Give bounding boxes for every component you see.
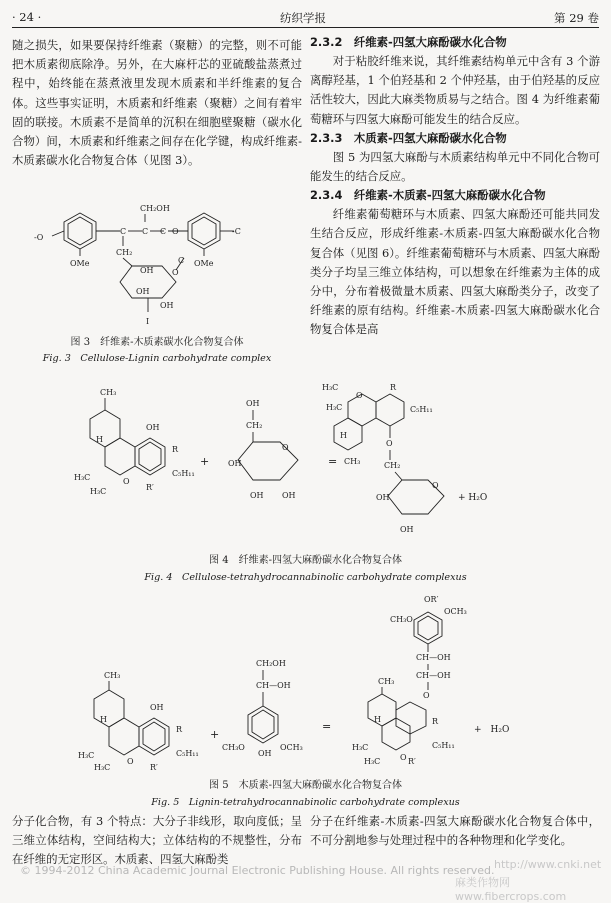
label: CH₃ xyxy=(100,388,117,397)
volume-label: 第 29 卷 xyxy=(554,11,599,25)
label: OH xyxy=(150,703,164,712)
label: CH₂ xyxy=(116,248,133,257)
cnki-link[interactable]: http://www.cnki.net xyxy=(494,858,602,871)
label: C xyxy=(160,227,167,236)
label: R xyxy=(176,725,183,734)
label: OMe xyxy=(70,259,90,268)
label: O xyxy=(172,268,179,277)
aromatic-ring xyxy=(248,706,278,743)
figure-3-structure xyxy=(20,200,305,330)
figure-4-reaction xyxy=(60,380,600,545)
label: CH₂OH xyxy=(140,204,170,213)
label: OCH₃ xyxy=(280,743,303,752)
label: OH xyxy=(146,423,160,432)
label: CH₂ xyxy=(384,461,401,470)
cyclohexene-ring xyxy=(368,694,396,726)
label: C xyxy=(178,256,185,265)
label: O xyxy=(123,477,130,486)
label: -C xyxy=(232,227,241,236)
figure-3-caption-en: Fig. 3 Cellulose-Lignin carbohydrate complex xyxy=(42,353,272,364)
label: R′ xyxy=(146,483,154,492)
figure-5-caption-cn: 图 5 木质素-四氢大麻酚碳水化合物复合体 xyxy=(209,780,402,791)
label: + H₂O xyxy=(458,493,488,503)
watermark: 麻类作物网 www.fibercrops.com xyxy=(455,876,567,903)
cyclohexene-ring xyxy=(334,418,362,450)
label: R xyxy=(172,445,179,454)
figure-5-reaction xyxy=(60,590,600,775)
label: OCH₃ xyxy=(444,607,467,616)
figure-4-caption-en: Fig. 4 Cellulose-tetrahydrocannabinolic carbohydrate complexus xyxy=(144,572,467,583)
label: O xyxy=(282,443,289,452)
aromatic-ring xyxy=(135,438,165,475)
label: OH xyxy=(258,749,272,758)
label: I xyxy=(146,317,150,326)
aromatic-ring-inner xyxy=(68,217,92,245)
left-column-text xyxy=(12,36,302,170)
bottom-right-text xyxy=(310,812,600,850)
label: OH xyxy=(228,459,242,468)
label: H₃C xyxy=(90,487,107,496)
label: CH₃ xyxy=(104,671,121,680)
page-number: · 24 · xyxy=(12,10,42,24)
label: H₃C xyxy=(74,473,91,482)
label: R xyxy=(432,717,439,726)
label: OH xyxy=(246,399,260,408)
label: H₃C xyxy=(364,757,381,766)
label: R xyxy=(390,383,397,392)
plus-sign: + xyxy=(200,455,210,468)
label: CH₃O xyxy=(390,615,413,624)
label: H₃C xyxy=(94,763,111,772)
label: OH xyxy=(136,287,150,296)
label: H₃C xyxy=(326,403,343,412)
paragraph: 对于粘胶纤维来说，其纤维素结构单元中含有 3 个游离醇羟基，1 个伯羟基和 2 个仲羟基，由于伯羟基的反应活性较大，因此大麻类物质易与之结合。图 4 为纤维素葡萄糖环与四氢大麻酚可能发生的结合反应。 xyxy=(310,54,600,126)
label: H xyxy=(374,715,381,724)
figure-4-caption-cn: 图 4 纤维素-四氢大麻酚碳水化合物复合体 xyxy=(209,555,402,566)
label: O xyxy=(172,227,179,236)
paragraph: 分子化合物，有 3 个特点：大分子非线形，取向度低；呈三维立体结构，空间结构大；立体结构的不规整性，分布在纤维的无定形区。木质素、四氢大麻酚类 xyxy=(12,814,302,867)
section-heading-2-3-2: 2.3.2 纤维素-四氢大麻酚碳水化合物 xyxy=(310,35,507,49)
label: H₃C xyxy=(78,751,95,760)
label: CH—OH xyxy=(256,681,291,690)
label: CH₂OH xyxy=(256,659,286,668)
right-column-text xyxy=(310,33,600,340)
aromatic-ring xyxy=(396,702,426,734)
label: H xyxy=(100,715,107,724)
label: O xyxy=(432,481,439,490)
label: CH—OH xyxy=(416,671,451,680)
cyclohexene-ring xyxy=(90,410,120,447)
label: O xyxy=(386,439,393,448)
aromatic-ring xyxy=(188,213,220,249)
label: OR′ xyxy=(424,595,439,604)
label: CH₃ xyxy=(378,677,395,686)
label: R′ xyxy=(408,757,416,766)
label: C₅H₁₁ xyxy=(410,405,433,414)
label: + H₂O xyxy=(474,725,510,735)
copyright-footer: © 1994-2012 China Academic Journal Electronic Publishing House. All rights reserved. xyxy=(20,864,495,877)
label: OH xyxy=(140,266,154,275)
label: O xyxy=(400,753,407,762)
label: H xyxy=(340,431,347,440)
label: O xyxy=(356,391,363,400)
page-header xyxy=(12,6,599,28)
label: H₃C xyxy=(322,383,339,392)
label: CH₃ xyxy=(344,457,361,466)
label: C₅H₁₁ xyxy=(172,469,195,478)
label: C xyxy=(120,227,127,236)
label: O xyxy=(127,757,134,766)
label: C₅H₁₁ xyxy=(432,741,455,750)
equals-sign: = xyxy=(322,720,332,733)
paragraph: 图 5 为四氢大麻酚与木质素结构单元中不同化合物可能发生的结合反应。 xyxy=(310,149,600,184)
paragraph: 纤维素葡萄糖环与木质素、四氢大麻酚还可能共同发生结合反应，形成纤维素-木质素-四氢大麻酚碳水化合物复合体（见图 6）。纤维素葡萄糖环与木质素、四氢大麻酚类分子均呈三维立体结构，可以想象在纤维素为主体的成分中，分布着极微量木质素、四氢大麻酚类分子，改变了纤维素的原有结构。纤维素-木质素-四氢大麻酚碳水化合物复合体是高 xyxy=(310,207,600,337)
bottom-left-text xyxy=(12,812,302,870)
label: OH xyxy=(250,491,264,500)
journal-title: 纺织学报 xyxy=(280,11,326,25)
label: OH xyxy=(160,301,174,310)
aromatic-ring xyxy=(376,394,404,426)
label: R′ xyxy=(150,763,158,772)
plus-sign: + xyxy=(210,728,220,741)
figure-5-caption-en: Fig. 5 Lignin-tetrahydrocannabinolic carbohydrate complexus xyxy=(151,797,460,808)
label: H₃C xyxy=(352,743,369,752)
cyclohexene-ring xyxy=(94,690,124,727)
pyran-ring xyxy=(105,438,135,475)
label: OH xyxy=(400,525,414,534)
label: OMe xyxy=(194,259,214,268)
header-rule xyxy=(12,27,599,28)
aromatic-ring xyxy=(139,718,169,755)
label: H xyxy=(96,435,103,444)
label: CH₂ xyxy=(246,421,263,430)
section-heading-2-3-4: 2.3.4 纤维素-木质素-四氢大麻酚碳水化合物 xyxy=(310,188,546,203)
label: O xyxy=(423,691,430,700)
section-heading-2-3-3: 2.3.3 木质素-四氢大麻酚碳水化合物 xyxy=(310,130,507,145)
pyran-ring xyxy=(109,718,139,755)
figure-3-caption-cn: 图 3 纤维素-木质素碳水化合物复合体 xyxy=(70,337,244,348)
label: -O xyxy=(34,233,44,242)
paragraph: 分子在纤维素-木质素-四氢大麻酚碳水化合物复合体中，不可分割地参与处理过程中的各种物理和化学变化。 xyxy=(310,814,600,848)
label: CH₃O xyxy=(222,743,245,752)
label: CH—OH xyxy=(416,653,451,662)
label: OH xyxy=(376,493,390,502)
label: C₅H₁₁ xyxy=(176,749,199,758)
equals-sign: = xyxy=(328,455,338,468)
glucose-ring xyxy=(238,442,298,480)
label: OH xyxy=(282,491,296,500)
aromatic-ring xyxy=(64,213,96,249)
label: C xyxy=(142,227,149,236)
paragraph: 随之损失，如果要保持纤维素（聚糖）的完整，则不可能把木质素彻底除净。另外，在大麻杆芯的亚硫酸盐蒸煮过程中，始终能在蒸煮液里发现木质素和半纤维素的复合体。这些事实证明，木质素和纤维素（聚糖）之间有着牢固的联接。木质素不是简单的沉积在细胞壁聚糖（碳水化合物）间，木质素和纤维素之间存在化学键，构成纤维素-木质素碳水化合物复合体（见图 3）。 xyxy=(12,38,302,168)
